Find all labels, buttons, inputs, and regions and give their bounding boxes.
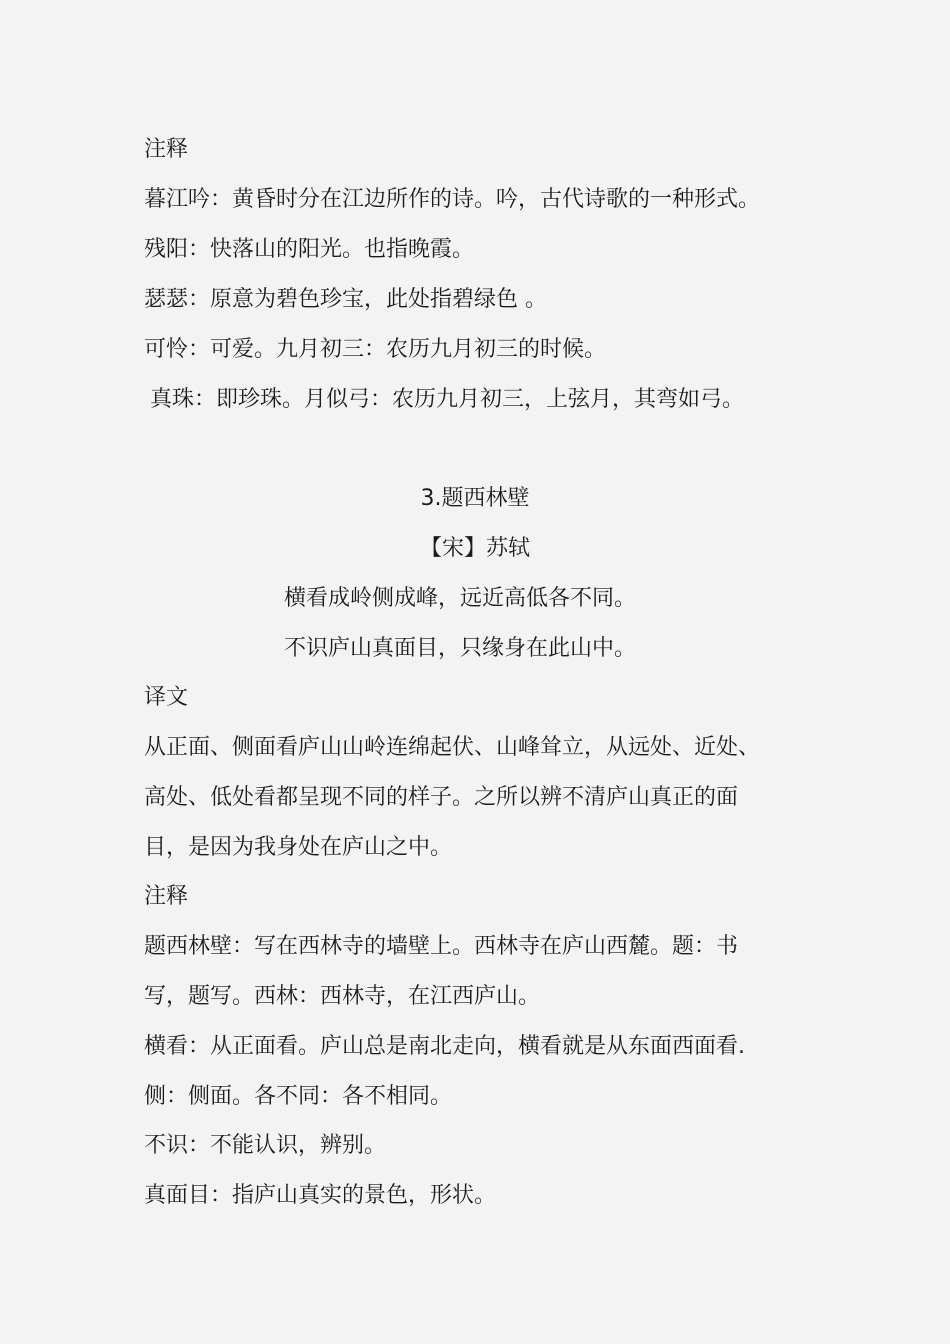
note-line: 横看：从正面看。庐山总是南北走向，横看就是从东面西面看. <box>144 1034 745 1059</box>
note-line: 暮江吟：黄昏时分在江边所作的诗。吟，古代诗歌的一种形式。 <box>144 187 761 212</box>
note-line: 不识：不能认识，辨别。 <box>144 1133 387 1158</box>
note-line: 侧：侧面。各不同：各不相同。 <box>144 1084 453 1109</box>
poem-line: 不识庐山真面目，只缘身在此山中。 <box>284 636 637 661</box>
note-line: 瑟瑟：原意为碧色珍宝，此处指碧绿色 。 <box>144 287 547 312</box>
note-line: 残阳：快落山的阳光。也指晚霞。 <box>144 237 475 262</box>
notes-heading: 注释 <box>144 137 189 162</box>
poem-title: 3.题西林壁 <box>420 486 530 511</box>
poem-line: 横看成岭侧成峰，远近高低各不同。 <box>284 586 637 611</box>
note-line: 真面目：指庐山真实的景色，形状。 <box>144 1183 497 1208</box>
translation-heading: 译文 <box>144 685 189 710</box>
note-line: 可怜：可爱。九月初三：农历九月初三的时候。 <box>144 337 607 362</box>
poem-author: 【宋】苏轼 <box>419 536 530 561</box>
note-line: 写，题写。西林：西林寺，在江西庐山。 <box>144 984 541 1009</box>
translation-line: 从正面、侧面看庐山山岭连绵起伏、山峰耸立，从远处、近处、 <box>144 735 761 760</box>
translation-line: 高处、低处看都呈现不同的样子。之所以辨不清庐山真正的面 <box>144 785 739 810</box>
note-line: 真珠：即珍珠。月似弓：农历九月初三，上弦月，其弯如弓。 <box>150 387 745 412</box>
translation-line: 目，是因为我身处在庐山之中。 <box>144 835 453 860</box>
notes-heading: 注释 <box>144 884 189 909</box>
note-line: 题西林壁：写在西林寺的墙壁上。西林寺在庐山西麓。题：书 <box>144 934 739 959</box>
